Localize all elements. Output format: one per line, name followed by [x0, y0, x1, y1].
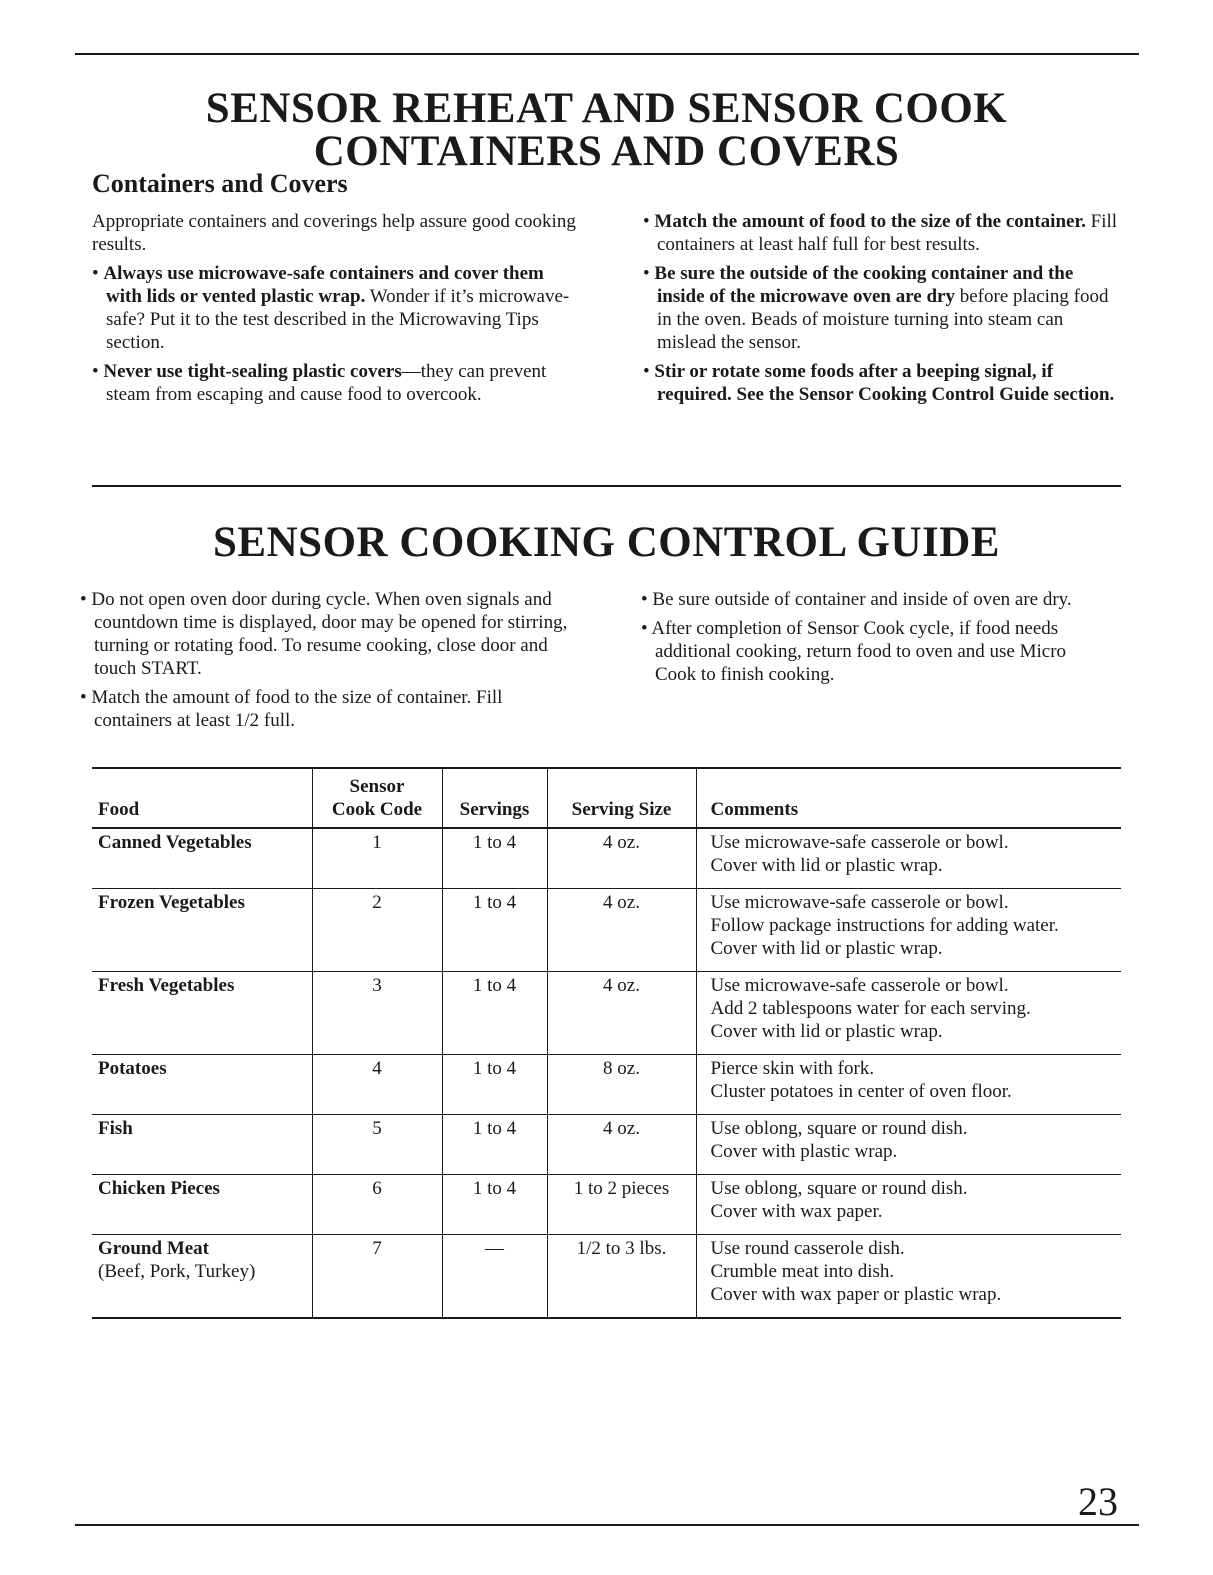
cell-serving-size: 4 oz. [547, 828, 696, 889]
cell-food: Frozen Vegetables [92, 889, 312, 972]
header-servings: Servings [442, 768, 547, 828]
cell-comments [696, 972, 1121, 1055]
cell-cook-code: 6 [312, 1175, 442, 1235]
comment-line: Use oblong, square or round dish. [710, 1178, 968, 1199]
section-divider [92, 485, 1121, 487]
cell-cook-code: 4 [312, 1055, 442, 1115]
comment-line: Add 2 tablespoons water for each serving. [710, 998, 1031, 1019]
guide-bullet: • Do not open oven door during cycle. When oven signals and countdown time is displayed, door may be opened for stirring, turning or rotating food. To resume cooking, close door and touch START. [80, 589, 568, 679]
cell-serving-size: 1/2 to 3 lbs. [547, 1235, 696, 1319]
containers-subheading: Containers and Covers [92, 169, 348, 198]
cell-serving-size: 8 oz. [547, 1055, 696, 1115]
comment-line: Cover with wax paper or plastic wrap. [710, 1284, 1002, 1305]
table-row [92, 1175, 1121, 1235]
table-body [92, 828, 1121, 1318]
header-sensor-cook-code: Sensor Cook Code [312, 768, 442, 828]
cell-serving-size: 4 oz. [547, 889, 696, 972]
table-row [92, 889, 1121, 972]
containers-bullet: • Be sure the outside of the cooking container and the inside of the microwave oven are dry before placing food in the oven. Beads of moisture turning into steam can mislead the sensor. [643, 263, 1109, 353]
cell-servings: 1 to 4 [442, 972, 547, 1055]
food-note: (Beef, Pork, Turkey) [98, 1261, 256, 1282]
cell-cook-code: 5 [312, 1115, 442, 1175]
guide-left-column [80, 588, 575, 738]
comment-line: Cover with wax paper. [710, 1201, 883, 1222]
cell-cook-code: 2 [312, 889, 442, 972]
comment-line: Follow package instructions for adding water. [710, 915, 1059, 936]
cell-food: Chicken Pieces [92, 1175, 312, 1235]
comment-line: Use microwave-safe casserole or bowl. [710, 975, 1009, 996]
guide-title: SENSOR COOKING CONTROL GUIDE [213, 519, 1000, 566]
cell-cook-code: 3 [312, 972, 442, 1055]
cell-cook-code: 7 [312, 1235, 442, 1319]
containers-bullet: • Match the amount of food to the size of the container. Fill containers at least half full for best results. [643, 211, 1118, 255]
comment-line: Use microwave-safe casserole or bowl. [710, 832, 1009, 853]
comment-line: Cover with plastic wrap. [710, 1141, 898, 1162]
page-number: 23 [1078, 1479, 1118, 1524]
cell-comments [696, 1055, 1121, 1115]
comment-line: Use oblong, square or round dish. [710, 1118, 968, 1139]
containers-left-column [92, 210, 582, 412]
header-food: Food [92, 768, 312, 828]
containers-bullet: • Never use tight-sealing plastic covers—they can prevent steam from escaping and cause food to overcook. [92, 361, 547, 405]
cell-servings: 1 to 4 [442, 1055, 547, 1115]
table-row [92, 1115, 1121, 1175]
cell-food: Fresh Vegetables [92, 972, 312, 1055]
cell-servings: 1 to 4 [442, 1115, 547, 1175]
cell-servings: 1 to 4 [442, 889, 547, 972]
containers-title-line1: SENSOR REHEAT AND SENSOR COOK [205, 85, 1008, 132]
comment-line: Use round casserole dish. [710, 1238, 905, 1259]
header-serving-size: Serving Size [547, 768, 696, 828]
containers-right-column [643, 210, 1118, 412]
cell-serving-size: 1 to 2 pieces [547, 1175, 696, 1235]
cell-food: Canned Vegetables [92, 828, 312, 889]
guide-bullet: • Match the amount of food to the size of container. Fill containers at least 1/2 full. [80, 687, 503, 731]
comment-line: Cluster potatoes in center of oven floor. [710, 1081, 1012, 1102]
guide-right-column [641, 588, 1111, 692]
comment-line: Crumble meat into dish. [710, 1261, 895, 1282]
bottom-rule [75, 1524, 1139, 1526]
table-row [92, 972, 1121, 1055]
cell-comments [696, 1235, 1121, 1319]
header-comments: Comments [696, 768, 1121, 828]
cell-comments [696, 828, 1121, 889]
cell-food: Potatoes [92, 1055, 312, 1115]
cell-serving-size: 4 oz. [547, 1115, 696, 1175]
cell-comments [696, 889, 1121, 972]
cell-comments [696, 1175, 1121, 1235]
comment-line: Pierce skin with fork. [710, 1058, 875, 1079]
table-row [92, 1055, 1121, 1115]
cell-comments [696, 1115, 1121, 1175]
cell-cook-code: 1 [312, 828, 442, 889]
guide-bullet: • Be sure outside of container and inside of oven are dry. [641, 589, 1072, 610]
top-rule [75, 53, 1139, 55]
comment-line: Cover with lid or plastic wrap. [710, 1021, 943, 1042]
cell-servings: 1 to 4 [442, 1175, 547, 1235]
cell-servings: — [442, 1235, 547, 1319]
containers-bullet: • Stir or rotate some foods after a beeping signal, if required. See the Sensor Cooking Control Guide section. [643, 361, 1115, 405]
guide-bullet: • After completion of Sensor Cook cycle, if food needs additional cooking, return food to oven and use Micro Cook to finish cooking. [641, 618, 1067, 685]
table-row [92, 828, 1121, 889]
containers-title-line2: CONTAINERS AND COVERS [313, 128, 900, 175]
comment-line: Cover with lid or plastic wrap. [710, 855, 943, 876]
containers-intro: Appropriate containers and coverings help assure good cooking results. [92, 211, 576, 255]
containers-bullet: • Always use microwave-safe containers and cover them with lids or vented plastic wrap. Wonder if it’s microwave-safe? Put it to the test described in the Microwaving Tips section. [92, 263, 570, 353]
comment-line: Use microwave-safe casserole or bowl. [710, 892, 1009, 913]
cell-food: Ground Meat (Beef, Pork, Turkey) [92, 1235, 312, 1319]
cell-food: Fish [92, 1115, 312, 1175]
cell-serving-size: 4 oz. [547, 972, 696, 1055]
table-header-row [92, 768, 1121, 828]
table-row [92, 1235, 1121, 1319]
sensor-cooking-table [92, 767, 1121, 1319]
comment-line: Cover with lid or plastic wrap. [710, 938, 943, 959]
cell-servings: 1 to 4 [442, 828, 547, 889]
